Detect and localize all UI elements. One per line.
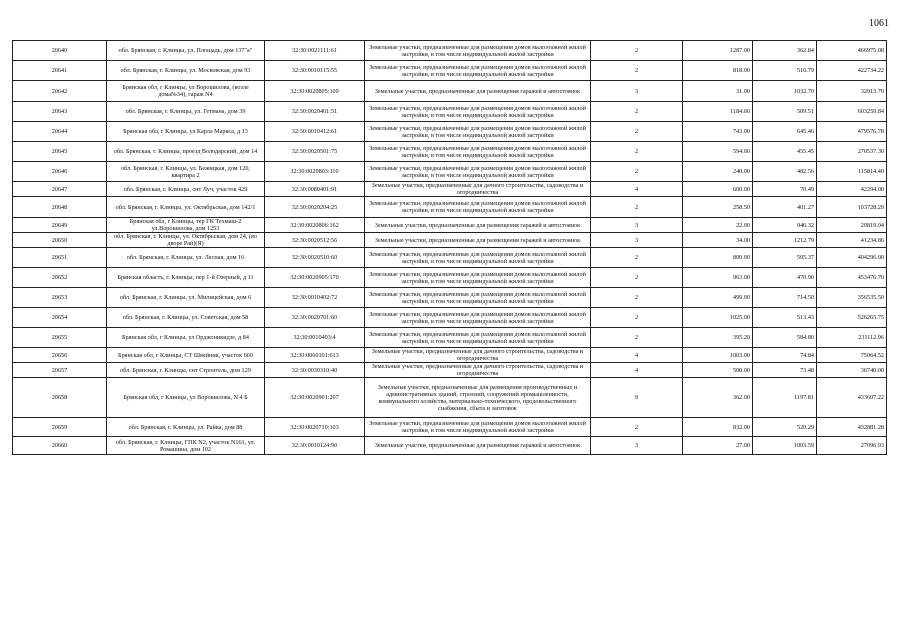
land-use-cell: Земельные участки, предназначенные для дачного строительства, садоводства и огородничества: [365, 348, 591, 363]
row-id-cell: 20659: [13, 418, 107, 437]
table-row: [13, 81, 887, 102]
value-cell: 115814.40: [817, 162, 887, 182]
land-use-cell: Земельные участки, предназначенные для размещения домов малоэтажной жилой застройки, в том числе индивидуальной жилой застройки: [365, 418, 591, 437]
area-cell: 594.00: [683, 142, 753, 162]
value-cell: 422734.22: [817, 61, 887, 81]
address-cell: обл. Брянская, г. Клинцы, ул. Гетмана, дом 39: [107, 102, 265, 122]
rate-cell: 513.43: [753, 308, 817, 328]
address-cell: обл. Брянская, г. Клинцы, ул. Советская, дом 58: [107, 308, 265, 328]
table-row: [13, 437, 887, 455]
cadastral-number-cell: 32:30:0020401:51: [265, 102, 365, 122]
land-use-cell: Земельные участки, предназначенные для размещения домов малоэтажной жилой застройки, в том числе индивидуальной жилой застройки: [365, 288, 591, 308]
cadastral-number-cell: 32:30:0010412:61: [265, 122, 365, 142]
value-cell: 603259.84: [817, 102, 887, 122]
value-cell: 231112.96: [817, 328, 887, 348]
cadastral-number-cell: 32:30:0010402:72: [265, 288, 365, 308]
address-cell: обл. Брянская, г. Клинцы, ул. Райка, дом 88: [107, 418, 265, 437]
land-use-cell: Земельные участки, предназначенные для размещения домов малоэтажной жилой застройки, в том числе индивидуальной жилой застройки: [365, 61, 591, 81]
group-cell: 4: [591, 363, 683, 378]
land-use-cell: Земельные участки, предназначенные для размещения гаражей и автостоянок: [365, 437, 591, 455]
area-cell: 600.00: [683, 182, 753, 197]
rate-cell: 1212.79: [753, 233, 817, 248]
row-id-cell: 20650: [13, 233, 107, 248]
area-cell: 800.00: [683, 248, 753, 268]
address-cell: Брянская обл, г Клинцы, ул Ворошилова, N 4 Б: [107, 378, 265, 418]
address-cell: обл. Брянская, г. Клинцы, ул. Милицейская, дом 6: [107, 288, 265, 308]
address-cell: Брянская обл, г Клинцы, тер ГК Техмаш-2 ул.Ворошилова, дом 1253: [107, 218, 265, 233]
value-cell: 356535.50: [817, 288, 887, 308]
table-row: [13, 288, 887, 308]
row-id-cell: 20649: [13, 218, 107, 233]
table-row: [13, 418, 887, 437]
land-use-cell: Земельные участки, предназначенные для размещения гаражей и автостоянок: [365, 81, 591, 102]
value-cell: 433607.22: [817, 378, 887, 418]
address-cell: обл. Брянская, г. Клинцы, снт Строитель, дом 129: [107, 363, 265, 378]
cadastral-number-cell: 32:30:0060101:613: [265, 348, 365, 363]
rate-cell: 1003.59: [753, 437, 817, 455]
value-cell: 75064.52: [817, 348, 887, 363]
area-cell: 1287.00: [683, 41, 753, 61]
group-cell: 2: [591, 418, 683, 437]
row-id-cell: 20651: [13, 248, 107, 268]
land-use-cell: Земельные участки, предназначенные для размещения гаражей и автостоянок: [365, 218, 591, 233]
area-cell: 1003.00: [683, 348, 753, 363]
group-cell: 2: [591, 328, 683, 348]
cadastral-number-cell: 32:30:0020806:162: [265, 218, 365, 233]
area-cell: 1025.00: [683, 308, 753, 328]
value-cell: 466975.08: [817, 41, 887, 61]
cadastral-number-cell: 32:30:0020204:25: [265, 197, 365, 218]
rate-cell: 1032.70: [753, 81, 817, 102]
row-id-cell: 20657: [13, 363, 107, 378]
address-cell: обл. Брянская, г. Клинцы, ул. Бежицкая, дом 120, квартира 2: [107, 162, 265, 182]
table-row: [13, 308, 887, 328]
group-cell: 2: [591, 268, 683, 288]
table-row: [13, 268, 887, 288]
rate-cell: 362.84: [753, 41, 817, 61]
group-cell: 4: [591, 348, 683, 363]
row-id-cell: 20658: [13, 378, 107, 418]
area-cell: 258.50: [683, 197, 753, 218]
address-cell: обл. Брянская, г. Клинцы, проезд Володарский, дом 14: [107, 142, 265, 162]
land-use-cell: Земельные участки, предназначенные для размещения домов малоэтажной жилой застройки, в том числе индивидуальной жилой застройки: [365, 308, 591, 328]
address-cell: Брянская обл, г Клинцы, ул Карла Маркса, д 13: [107, 122, 265, 142]
group-cell: 2: [591, 102, 683, 122]
row-id-cell: 20656: [13, 348, 107, 363]
cadastral-number-cell: 32:30:0020512:56: [265, 233, 365, 248]
group-cell: 2: [591, 308, 683, 328]
row-id-cell: 20653: [13, 288, 107, 308]
address-cell: Брянская обл, г Клинцы, СТ Швейник, участок 660: [107, 348, 265, 363]
area-cell: 27.00: [683, 437, 753, 455]
land-use-cell: Земельные участки, предназначенные для размещения домов малоэтажной жилой застройки, в том числе индивидуальной жилой застройки: [365, 41, 591, 61]
area-cell: 743.00: [683, 122, 753, 142]
land-use-cell: Земельные участки, предназначенные для размещения домов малоэтажной жилой застройки, в том числе индивидуальной жилой застройки: [365, 328, 591, 348]
row-id-cell: 20642: [13, 81, 107, 102]
address-cell: обл. Брянская, г. Клинцы, ул. Лесная, дом 16: [107, 248, 265, 268]
area-cell: 34.00: [683, 233, 753, 248]
cadastral-number-cell: 32:30:0020805:109: [265, 81, 365, 102]
value-cell: 404296.00: [817, 248, 887, 268]
land-use-cell: Земельные участки, предназначенные для дачного строительства, садоводства и огородничества: [365, 182, 591, 197]
area-cell: 500.00: [683, 363, 753, 378]
group-cell: 2: [591, 248, 683, 268]
rate-cell: 516.79: [753, 61, 817, 81]
cadastral-number-cell: 32:30:0020701:60: [265, 308, 365, 328]
row-id-cell: 20654: [13, 308, 107, 328]
rate-cell: 645.46: [753, 122, 817, 142]
cadastral-registry-table: [12, 40, 887, 455]
cadastral-number-cell: 32:30:0020501:75: [265, 142, 365, 162]
table-row: [13, 248, 887, 268]
area-cell: 499.00: [683, 288, 753, 308]
address-cell: обл. Брянская, г. Клинцы, ул. Площадь, дом 137"а": [107, 41, 265, 61]
value-cell: 42294.00: [817, 182, 887, 197]
land-use-cell: Земельные участки, предназначенные для размещения домов малоэтажной жилой застройки, в том числе индивидуальной жилой застройки: [365, 248, 591, 268]
value-cell: 32013.70: [817, 81, 887, 102]
rate-cell: 584.80: [753, 328, 817, 348]
value-cell: 526265.75: [817, 308, 887, 328]
rate-cell: 482.56: [753, 162, 817, 182]
rate-cell: 401.27: [753, 197, 817, 218]
rate-cell: 509.51: [753, 102, 817, 122]
row-id-cell: 20660: [13, 437, 107, 455]
row-id-cell: 20640: [13, 41, 107, 61]
cadastral-number-cell: 32:30:0020901:207: [265, 378, 365, 418]
address-cell: Брянская обл, г Клинцы, ул Ворошилова, (возле дома№34), гараж N4: [107, 81, 265, 102]
rate-cell: 470.90: [753, 268, 817, 288]
table-row: [13, 197, 887, 218]
row-id-cell: 20647: [13, 182, 107, 197]
land-use-cell: Земельные участки, предназначенные для дачного строительства, садоводства и огородничества: [365, 363, 591, 378]
group-cell: 3: [591, 81, 683, 102]
group-cell: 3: [591, 218, 683, 233]
row-id-cell: 20652: [13, 268, 107, 288]
cadastral-number-cell: 32:30:0080401:91: [265, 182, 365, 197]
table-row: [13, 348, 887, 363]
rate-cell: 70.49: [753, 182, 817, 197]
area-cell: 22.00: [683, 218, 753, 233]
address-cell: обл. Брянская, г. Клинцы, ул. Октябрьская, дом 142/1: [107, 197, 265, 218]
value-cell: 27096.93: [817, 437, 887, 455]
rate-cell: 455.45: [753, 142, 817, 162]
group-cell: 2: [591, 61, 683, 81]
rate-cell: 505.37: [753, 248, 817, 268]
group-cell: 2: [591, 122, 683, 142]
group-cell: 2: [591, 162, 683, 182]
rate-cell: 74.84: [753, 348, 817, 363]
table-row: [13, 162, 887, 182]
table-row: [13, 142, 887, 162]
table-row: [13, 233, 887, 248]
land-use-cell: Земельные участки, предназначенные для размещения домов малоэтажной жилой застройки, в том числе индивидуальной жилой застройки: [365, 197, 591, 218]
address-cell: обл. Брянская, г. Клинцы, ГПК N2, участок N161, ул. Ромашина, дом 102: [107, 437, 265, 455]
rate-cell: 520.29: [753, 418, 817, 437]
land-use-cell: Земельные участки, предназначенные для размещения домов малоэтажной жилой застройки, в том числе индивидуальной жилой застройки: [365, 142, 591, 162]
rate-cell: 946.32: [753, 218, 817, 233]
cadastral-number-cell: 32:30:0021111:61: [265, 41, 365, 61]
value-cell: 20819.04: [817, 218, 887, 233]
area-cell: 395.20: [683, 328, 753, 348]
value-cell: 41234.86: [817, 233, 887, 248]
group-cell: 2: [591, 41, 683, 61]
value-cell: 270537.30: [817, 142, 887, 162]
cadastral-number-cell: 32:30:0020803:110: [265, 162, 365, 182]
table-row: [13, 328, 887, 348]
area-cell: 818.00: [683, 61, 753, 81]
row-id-cell: 20643: [13, 102, 107, 122]
land-use-cell: Земельные участки, предназначенные для размещения гаражей и автостоянок: [365, 233, 591, 248]
table-row: [13, 218, 887, 233]
row-id-cell: 20648: [13, 197, 107, 218]
table-row: [13, 61, 887, 81]
land-use-cell: Земельные участки, предназначенные для размещения домов малоэтажной жилой застройки, в том числе индивидуальной жилой застройки: [365, 122, 591, 142]
table-row: [13, 378, 887, 418]
group-cell: 3: [591, 437, 683, 455]
cadastral-number-cell: 32:30:0010124:90: [265, 437, 365, 455]
value-cell: 479576.78: [817, 122, 887, 142]
group-cell: 4: [591, 182, 683, 197]
row-id-cell: 20644: [13, 122, 107, 142]
group-cell: 2: [591, 142, 683, 162]
rate-cell: 1197.81: [753, 378, 817, 418]
area-cell: 832.00: [683, 418, 753, 437]
group-cell: 2: [591, 197, 683, 218]
row-id-cell: 20645: [13, 142, 107, 162]
page-number: 1061: [869, 18, 889, 29]
table-row: [13, 182, 887, 197]
cadastral-number-cell: 32:30:0030310:40: [265, 363, 365, 378]
area-cell: 1184.00: [683, 102, 753, 122]
land-use-cell: Земельные участки, предназначенные для размещения домов малоэтажной жилой застройки, в том числе индивидуальной жилой застройки: [365, 162, 591, 182]
table-row: [13, 363, 887, 378]
land-use-cell: Земельные участки, предназначенные для размещения домов малоэтажной жилой застройки, в том числе индивидуальной жилой застройки: [365, 268, 591, 288]
cadastral-number-cell: 32:30:0010115:55: [265, 61, 365, 81]
row-id-cell: 20655: [13, 328, 107, 348]
cadastral-number-cell: 32:30:0020510:60: [265, 248, 365, 268]
row-id-cell: 20646: [13, 162, 107, 182]
table-row: [13, 102, 887, 122]
value-cell: 36740.00: [817, 363, 887, 378]
group-cell: 2: [591, 288, 683, 308]
table-row: [13, 122, 887, 142]
address-cell: обл. Брянская, г. Клинцы, ул. Октябрьская, дом 24, (во дворе Рай)(Я): [107, 233, 265, 248]
area-cell: 240.00: [683, 162, 753, 182]
group-cell: 9: [591, 378, 683, 418]
rate-cell: 73.48: [753, 363, 817, 378]
row-id-cell: 20641: [13, 61, 107, 81]
cadastral-number-cell: 32:30:0020905:170: [265, 268, 365, 288]
value-cell: 453476.70: [817, 268, 887, 288]
area-cell: 31.00: [683, 81, 753, 102]
address-cell: Брянская обл, г Клинцы, ул Орджоникидзе, д 84: [107, 328, 265, 348]
value-cell: 432881.28: [817, 418, 887, 437]
address-cell: обл. Брянская, г. Клинцы, снт Луч, участок 429: [107, 182, 265, 197]
rate-cell: 714.50: [753, 288, 817, 308]
address-cell: Брянская область, г. Клинцы, пер 1-й Озерный, д 11: [107, 268, 265, 288]
address-cell: обл. Брянская, г. Клинцы, ул. Московская, дом 93: [107, 61, 265, 81]
area-cell: 362.00: [683, 378, 753, 418]
group-cell: 3: [591, 233, 683, 248]
value-cell: 103728.29: [817, 197, 887, 218]
land-use-cell: Земельные участки, предназначенные для размещения производственных и административных зданий, строений, сооружений промышленности, коммунального хозяйства, материально-технического, продовольственного снабжения, сбыта и заготовок: [365, 378, 591, 418]
area-cell: 963.00: [683, 268, 753, 288]
cadastral-number-cell: 32:30:0020710:103: [265, 418, 365, 437]
cadastral-number-cell: 32:30:0010403:4: [265, 328, 365, 348]
land-use-cell: Земельные участки, предназначенные для размещения домов малоэтажной жилой застройки, в том числе индивидуальной жилой застройки: [365, 102, 591, 122]
table-row: [13, 41, 887, 61]
